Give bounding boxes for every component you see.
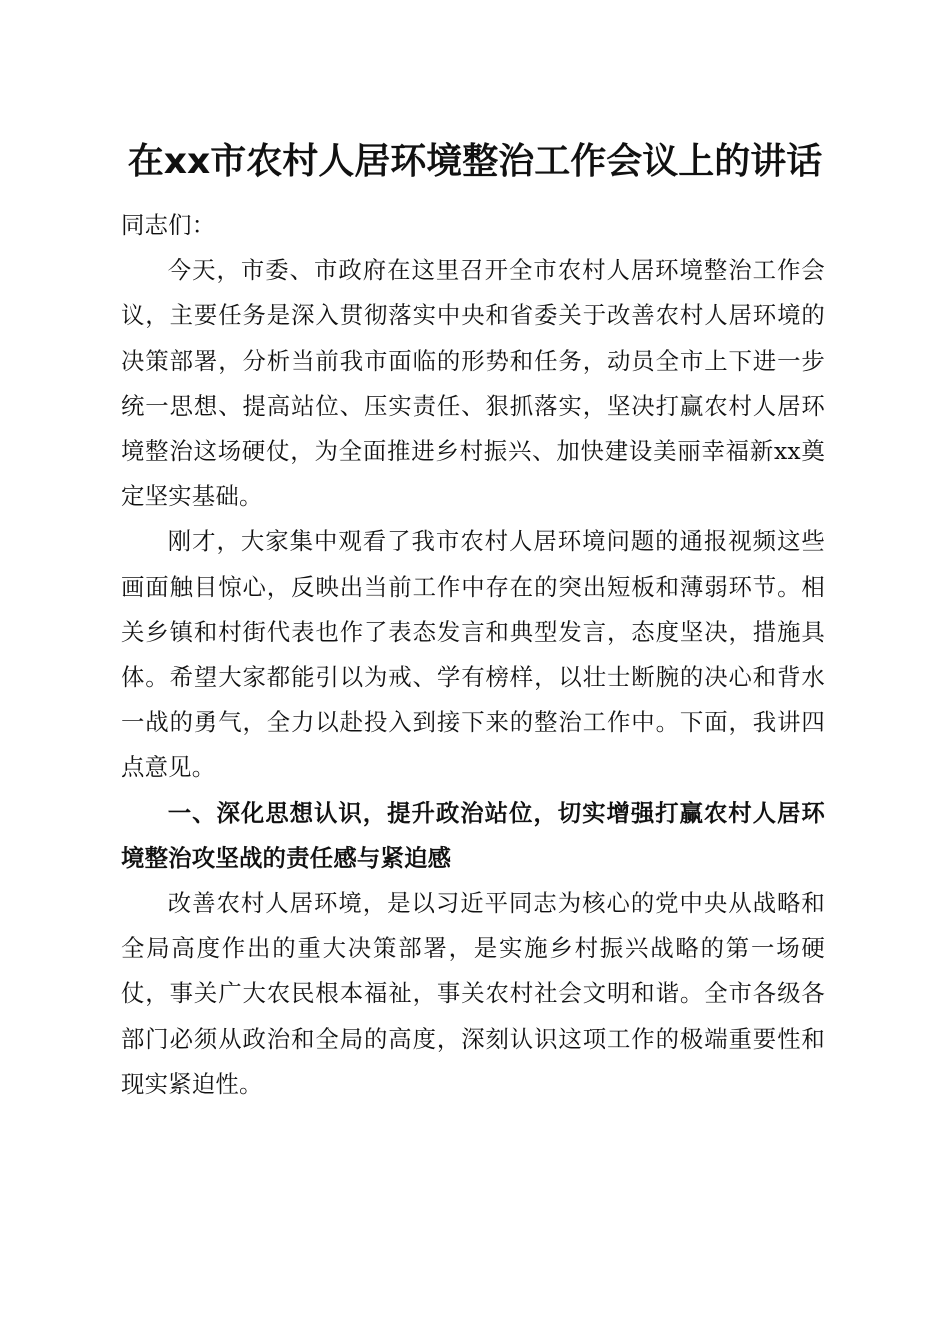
section-1-paragraph: 改善农村人居环境，是以习近平同志为核心的党中央从战略和全局高度作出的重大决策部署，是实施乡村振兴战略的第一场硬仗，事关广大农民根本福祉，事关农村社会文明和谐。全市各级各部门必须从政治和全局的高度，深刻认识这项工作的极端重要性和现实紧迫性。 [121, 889, 825, 1098]
document-title: 在xx市农村人居环境整治工作会议上的讲话 [127, 141, 823, 182]
paragraph-video-review: 刚才，大家集中观看了我市农村人居环境问题的通报视频这些画面触目惊心，反映出当前工作中存在的突出短板和薄弱环节。相关乡镇和村街代表也作了表态发言和典型发言，态度坚决，措施具体。希望大家都能引以为戒、学有榜样，以壮士断腕的决心和背水一战的勇气，全力以赴投入到接下来的整治工作中。下面，我讲四点意见。 [121, 527, 825, 782]
section-heading-1: 一、深化思想认识，提升政治站位，切实增强打赢农村人居环境整治攻坚战的责任感与紧迫感 [121, 798, 825, 872]
paragraph-opening: 今天，市委、市政府在这里召开全市农村人居环境整治工作会议，主要任务是深入贯彻落实中央和省委关于改善农村人居环境的决策部署，分析当前我市面临的形势和任务，动员全市上下进一步统一思想、提高站位、压实责任、狠抓落实，坚决打赢农村人居环境整治这场硬仗，为全面推进乡村振兴、加快建设美丽幸福新xx奠定坚实基础。 [121, 256, 825, 511]
salutation: 同志们： [121, 211, 216, 239]
document-body [121, 203, 825, 1107]
